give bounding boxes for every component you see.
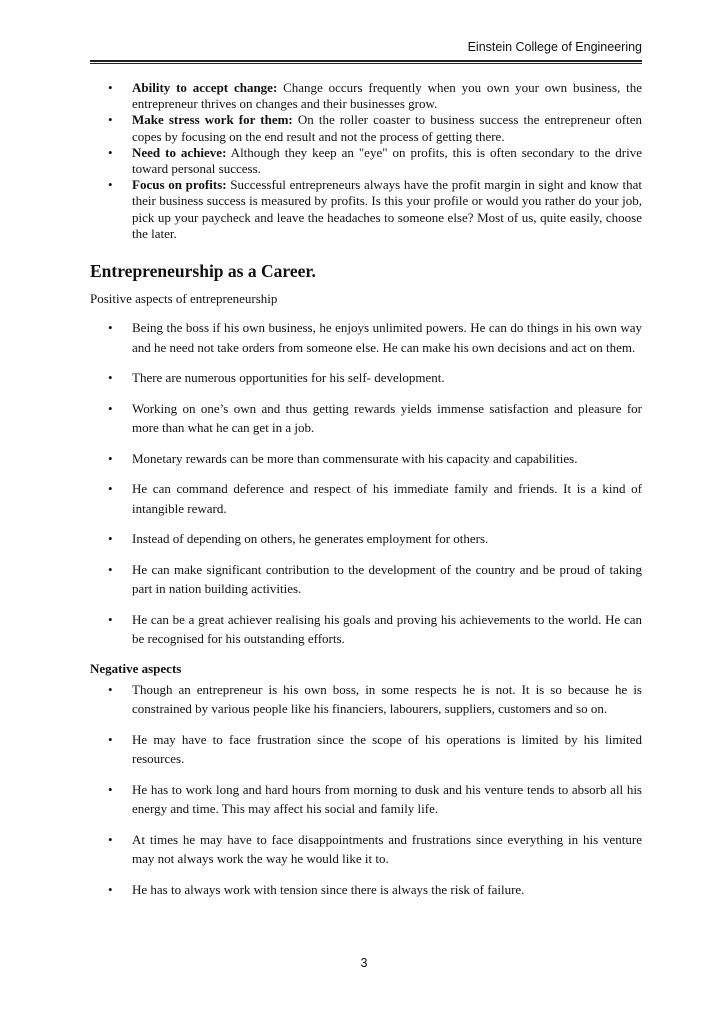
- list-item: [90, 145, 642, 177]
- header-rule-thin: [90, 63, 642, 64]
- bullet-icon: •: [108, 681, 113, 697]
- item-text: Monetary rewards can be more than commensurate with his capacity and capabilities.: [132, 450, 578, 466]
- bullet-icon: •: [108, 881, 113, 897]
- list-item: [90, 880, 642, 900]
- item-text: He can command deference and respect of his immediate family and friends. It is a kind of intangible reward.: [132, 481, 642, 516]
- bullet-icon: •: [108, 481, 113, 497]
- header-rule: [90, 60, 642, 62]
- item-text: He can make significant contribution to the development of the country and be proud of taking part in nation building activities.: [132, 561, 642, 597]
- bullet-icon: •: [108, 370, 113, 386]
- item-text: He has to work long and hard hours from morning to dusk and his venture tends to absorb all his energy and time. This may affect his social and family life.: [132, 781, 642, 817]
- bullet-icon: •: [108, 450, 113, 466]
- list-item: [90, 177, 642, 242]
- item-lead: Ability to accept change:: [132, 80, 278, 95]
- bullet-icon: •: [108, 144, 113, 160]
- list-item: [90, 830, 642, 869]
- bullet-icon: •: [108, 831, 113, 847]
- bullet-icon: •: [108, 177, 113, 193]
- positive-label: Positive aspects of entrepreneurship: [90, 291, 278, 307]
- list-item: [90, 399, 642, 438]
- list-item: [90, 368, 642, 388]
- item-lead: Make stress work for them:: [132, 112, 293, 128]
- item-lead: Need to achieve:: [132, 144, 227, 160]
- page-number: 3: [360, 956, 368, 970]
- bullet-icon: •: [108, 611, 113, 627]
- negative-label: Negative aspects: [90, 660, 182, 676]
- item-text: Instead of depending on others, he generates employment for others.: [132, 531, 489, 547]
- bullet-icon: •: [108, 731, 113, 747]
- traits-list: [90, 80, 642, 242]
- bullet-icon: •: [108, 781, 113, 797]
- bullet-icon: •: [108, 400, 113, 416]
- list-item: [90, 318, 642, 357]
- item-text: There are numerous opportunities for his self- development.: [132, 370, 445, 386]
- item-text: He may have to face frustration since the scope of his operations is limited by his limited resources.: [132, 731, 642, 767]
- list-item: [90, 80, 642, 112]
- list-item: [90, 560, 642, 599]
- bullet-icon: •: [108, 320, 113, 336]
- bullet-icon: •: [108, 80, 113, 95]
- list-item: [90, 112, 642, 144]
- bullet-icon: •: [108, 112, 113, 128]
- negative-list: [90, 680, 642, 900]
- item-lead: Focus on profits:: [132, 177, 227, 193]
- list-item: [90, 610, 642, 649]
- list-item: [90, 730, 642, 769]
- item-text: Though an entrepreneur is his own boss, in some respects he is not. It is so because he is constrained by various people like his financiers, labourers, suppliers, customers and so on.: [132, 681, 642, 717]
- list-item: [90, 479, 642, 518]
- item-text: Successful entrepreneurs always have the profit margin in sight and know that their business success is measured by profits. Is this your profile or would you rather do your job, pick up your paycheck and leave the headaches to someone else? Most of us, quite easily, choose the later.: [132, 177, 642, 241]
- item-text: Change occurs frequently when you own your own business, the entrepreneur thrives on changes and their businesses grow.: [132, 80, 643, 112]
- bullet-icon: •: [108, 561, 113, 577]
- positive-list: [90, 318, 642, 649]
- list-item: [90, 529, 642, 549]
- item-text: At times he may have to face disappointments and frustrations since everything in his venture may not always work the way he would like it to.: [132, 831, 642, 867]
- page-body: [90, 80, 642, 910]
- bullet-icon: •: [108, 531, 113, 547]
- section-heading: Entrepreneurship as a Career.: [90, 261, 316, 282]
- list-item: [90, 449, 642, 469]
- list-item: [90, 780, 642, 819]
- item-text: On the roller coaster to business success the entrepreneur often copes by focusing on the end result and not the process of getting there.: [132, 112, 642, 144]
- item-text: Working on one’s own and thus getting rewards yields immense satisfaction and pleasure for more than what he can get in a job.: [132, 400, 642, 436]
- item-text: Being the boss if his own business, he enjoys unlimited powers. He can do things in his own way and he need not take orders from someone else. He can make his own decisions and act on them.: [132, 320, 642, 355]
- item-text: He can be a great achiever realising his goals and proving his achievements to the world. He can be recognised for his outstanding efforts.: [132, 611, 642, 647]
- item-text: Although they keep an "eye" on profits, this is often secondary to the drive toward personal success.: [132, 144, 643, 177]
- list-item: [90, 680, 642, 719]
- item-text: He has to always work with tension since there is always the risk of failure.: [132, 881, 525, 897]
- running-header: Einstein College of Engineering: [467, 40, 642, 54]
